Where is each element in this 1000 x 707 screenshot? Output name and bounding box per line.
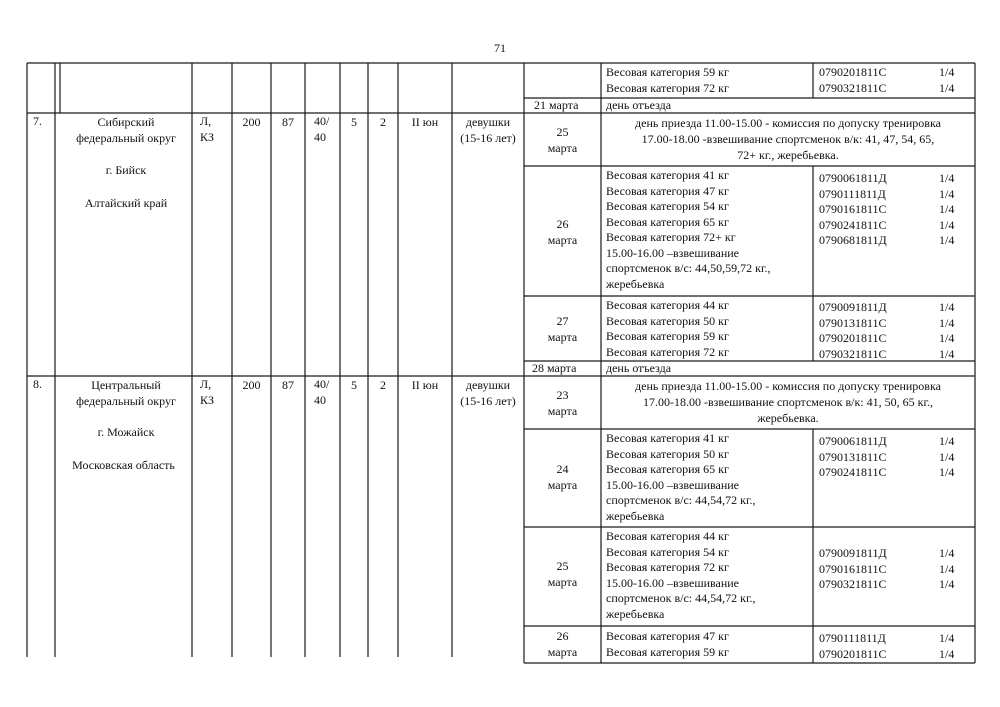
stage-list: 1/4 1/4 1/4 — [939, 546, 955, 591]
departure-date-2: 28 марта — [532, 361, 577, 375]
day-date: 25 марта — [547, 559, 578, 589]
day-date: 24 марта — [547, 462, 578, 492]
count-200: 200 — [242, 378, 261, 392]
day-date: 26 марта — [547, 629, 578, 659]
stage-list: 1/4 1/4 — [939, 631, 955, 661]
departure-date-1: 21 марта — [534, 98, 579, 112]
code-list: 0790061811Д 0790111811Д 0790161811С 0790241811С 0790681811Д — [819, 171, 887, 247]
carryover-name-2: Весовая категория 72 кг — [606, 81, 729, 95]
count-200: 200 — [242, 115, 261, 129]
venue-type: Л, КЗ — [200, 114, 215, 144]
code-list: 0790061811Д 0790131811С 0790241811С — [819, 434, 887, 479]
category-list: Весовая категория 41 кг Весовая категория 47 кг Весовая категория 54 кг Весовая категория 65 кг Весовая категория 72+ кг 15.00-16.00 –взвешивание спортсменок в/с: 44,50,59,72 кг., жеребьевка — [606, 168, 771, 291]
rank: II юн — [411, 115, 439, 129]
arrival-day-text: день приезда 11.00-15.00 - комиссия по допуску тренировка 17.00-18.00 -взвешивание спортсменок в/к: 41, 47, 54, 65, 72+ кг., жеребьевка. — [635, 116, 941, 162]
venue-type: Л, КЗ — [200, 377, 215, 407]
code-list: 0790091811Д 0790131811С 0790201811С 0790321811С — [819, 300, 887, 361]
code-list: 0790091811Д 0790161811С 0790321811С — [819, 546, 887, 591]
gender-age: девушки (15-16 лет) — [460, 115, 516, 145]
carryover-stage-1: 1/4 — [939, 65, 955, 79]
count-5: 5 — [351, 115, 357, 129]
count-87: 87 — [282, 378, 294, 392]
departure-label-1: день отъезда — [606, 98, 672, 112]
page-number: 71 — [494, 41, 506, 55]
carryover-code-1: 0790201811С — [819, 65, 887, 79]
ratio: 40/ 40 — [314, 377, 330, 407]
day-date: 26 марта — [547, 217, 578, 247]
rank: II юн — [411, 378, 439, 392]
category-list: Весовая категория 47 кг Весовая категория 59 кг — [606, 629, 729, 659]
city-name: г. Бийск — [105, 163, 147, 177]
code-list: 0790111811Д 0790201811С — [819, 631, 887, 661]
district-name: Центральный федеральный округ — [76, 378, 176, 408]
count-5: 5 — [351, 378, 357, 392]
stage-list: 1/4 1/4 1/4 1/4 — [939, 300, 955, 361]
gender-age: девушки (15-16 лет) — [460, 378, 516, 408]
carryover-name-1: Весовая категория 59 кг — [606, 65, 729, 79]
district-name: Сибирский федеральный округ — [76, 115, 176, 145]
count-2: 2 — [380, 378, 386, 392]
row-number: 7. — [33, 114, 42, 128]
stage-list: 1/4 1/4 1/4 — [939, 434, 955, 479]
city-name: г. Можайск — [97, 425, 155, 439]
day-date: 25 марта — [547, 125, 578, 155]
stage-list: 1/4 1/4 1/4 1/4 1/4 — [939, 171, 955, 247]
region-name: Московская область — [72, 458, 175, 472]
arrival-day-text: день приезда 11.00-15.00 - комиссия по допуску тренировка 17.00-18.00 -взвешивание спортсменок в/к: 41, 50, 65 кг., жеребьевка. — [635, 379, 941, 425]
day-date: 23 марта — [547, 388, 578, 418]
ratio: 40/ 40 — [314, 114, 330, 144]
region-name: Алтайский край — [84, 196, 168, 210]
category-list: Весовая категория 44 кг Весовая категория 50 кг Весовая категория 59 кг Весовая категория 72 кг — [606, 298, 729, 359]
departure-label-2: день отъезда — [606, 361, 672, 375]
category-list: Весовая категория 41 кг Весовая категория 50 кг Весовая категория 65 кг 15.00-16.00 –взвешивание спортсменок в/с: 44,54,72 кг., жеребьевка — [606, 431, 756, 523]
count-87: 87 — [282, 115, 294, 129]
carryover-code-2: 0790321811С — [819, 81, 887, 95]
category-list: Весовая категория 44 кг Весовая категория 54 кг Весовая категория 72 кг 15.00-16.00 –взвешивание спортсменок в/с: 44,54,72 кг., жеребьевка — [606, 529, 756, 621]
day-date: 27 марта — [547, 314, 578, 344]
row-number: 8. — [33, 377, 42, 391]
carryover-stage-2: 1/4 — [939, 81, 955, 95]
count-2: 2 — [380, 115, 386, 129]
